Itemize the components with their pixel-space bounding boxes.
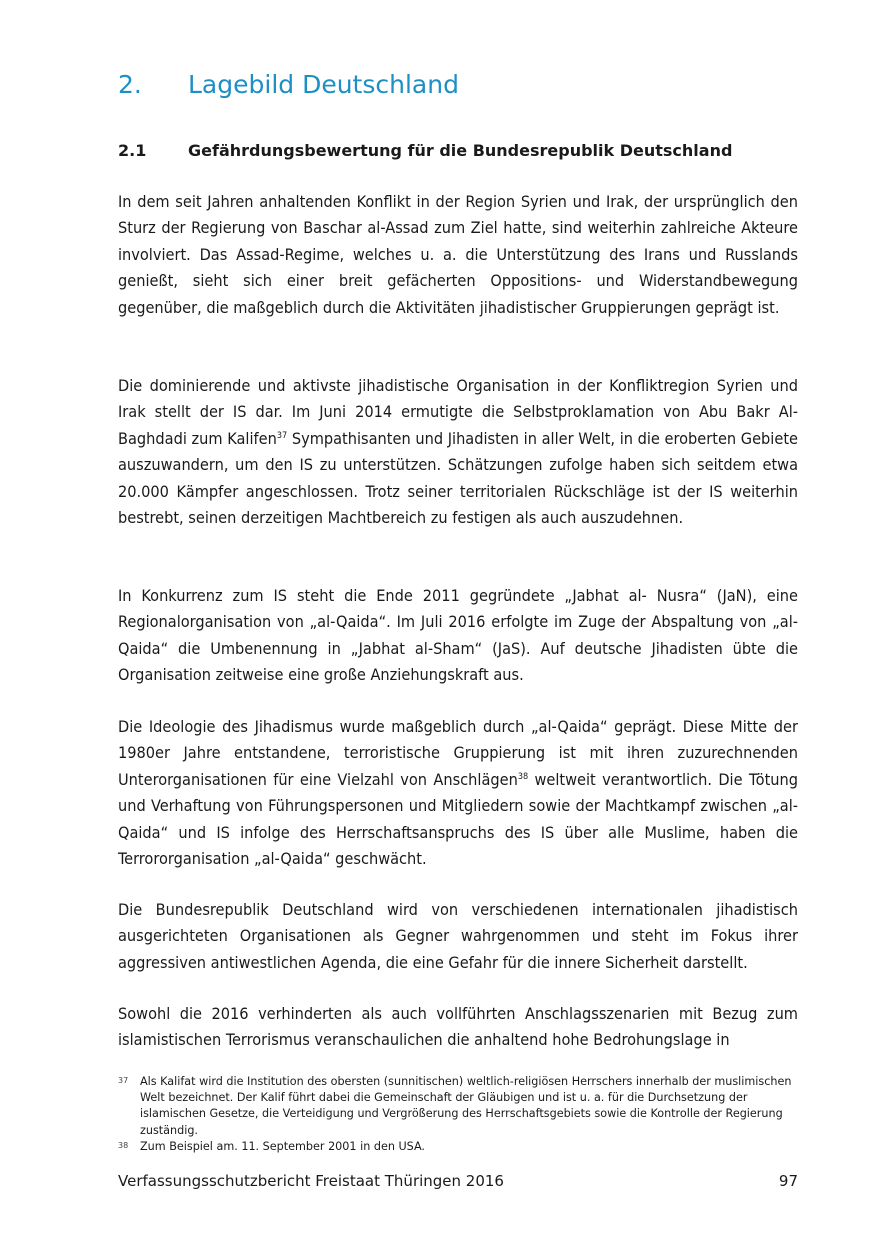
paragraph [118, 373, 798, 531]
footnote-ref: 38 [517, 771, 529, 782]
paragraph: In dem seit Jahren anhaltenden Konflikt in der Region Syrien und Irak, der ursprünglich den Sturz der Regierung von Baschar al-Assad zum Ziel hatte, sind weiterhin zahlreiche Akteure involviert. Das Assad-Regime, welches u. a. die Unterstützung des Irans und Russlands genießt, sieht sich einer breit gefächerten Oppositions- und Widerstandbewegung gegenüber, die maßgeblich durch die Aktivitäten jihadistischer Gruppierungen geprägt ist. [118, 192, 798, 317]
footnote-number: 37 [118, 1076, 129, 1085]
section-heading [118, 70, 798, 99]
paragraph-text: weltweit verantwortlich. Die Tötung und Verhaftung von Führungspersonen und Mitgliedern sowie der Machtkampf zwischen „al-Qaida“ und IS infolge des Herrschaftsanspruchs des IS über alle Muslime, haben die Terrororganisation „al-Qaida“ geschwächt. [118, 769, 799, 869]
page-footer [118, 1172, 798, 1190]
footnote [118, 1139, 798, 1155]
subsection-number: 2.1 [118, 141, 147, 160]
footnote [118, 1074, 798, 1139]
paragraph: Sowohl die 2016 verhinderten als auch vollführten Anschlagsszenarien mit Bezug zum islamistischen Terrorismus veranschaulichen die anhaltend hohe Bedrohungslage in [118, 1004, 798, 1050]
section-number: 2. [118, 70, 142, 99]
section-title: Lagebild Deutschland [188, 70, 459, 99]
paragraph-text: Die Ideologie des Jihadismus wurde maßgeblich durch „al-Qaida“ geprägt. Diese Mitte der 1980er Jahre entstandene, terroristische Gruppierung ist mit ihren zuzurechnenden Unterorganisationen für eine Vielzahl von Anschlägen [118, 717, 798, 789]
footnotes [118, 1074, 798, 1155]
footnote-text: Als Kalifat wird die Institution des obersten (sunnitischen) weltlich-religiösen Herrschers innerhalb der muslimischen Welt bezeichnet. Der Kalif führt dabei die Gemeinschaft der Gläubigen und ist u. a. für die Durchsetzung der islamischen Gesetze, die Verteidigung und Vergrößerung des Herrschaftsgebiets sowie die Kontrolle der Regierung zuständig. [140, 1075, 792, 1137]
footer-title: Verfassungsschutzbericht Freistaat Thüringen 2016 [118, 1172, 504, 1190]
footnote-text: Zum Beispiel am. 11. September 2001 in den USA. [140, 1139, 425, 1153]
paragraph: Die Bundesrepublik Deutschland wird von verschiedenen internationalen jihadistisch ausgerichteten Organisationen als Gegner wahrgenommen und steht im Fokus ihrer aggressiven antiwestlichen Agenda, die eine Gefahr für die innere Sicherheit darstellt. [118, 900, 798, 972]
paragraph [118, 714, 798, 872]
footnote-number: 38 [118, 1140, 129, 1150]
page-number: 97 [778, 1172, 798, 1190]
paragraph: In Konkurrenz zum IS steht die Ende 2011 gegründete „Jabhat al- Nusra“ (JaN), eine Regionalorganisation von „al-Qaida“. Im Juli 2016 erfolgte im Zuge der Abspaltung von „al-Qaida“ die Umbenennung in „Jabhat al-Sham“ (JaS). Auf deutsche Jihadisten übte die Organisation zeitweise eine große Anziehungskraft aus. [118, 586, 798, 685]
paragraph-text: Die dominierende und aktivste jihadistische Organisation in der Konfliktregion Syrien und Irak stellt der IS dar. Im Juni 2014 ermutigte die Selbstproklamation von Abu Bakr Al-Baghdadi zum Kalifen [118, 376, 798, 448]
paragraph-text: Sympathisanten und Jihadisten in aller Welt, in die eroberten Gebiete auszuwandern, um den IS zu unterstützen. Schätzungen zufolge haben sich seitdem etwa 20.000 Kämpfer angeschlossen. Trotz seiner territorialen Rückschläge ist der IS weiterhin bestrebt, seinen derzeitigen Machtbereich zu festigen als auch auszudehnen. [118, 428, 798, 528]
subsection-title: Gefährdungsbewertung für die Bundesrepublik Deutschland [188, 141, 733, 160]
footnote-ref: 37 [276, 430, 288, 441]
subsection-heading [118, 141, 798, 160]
